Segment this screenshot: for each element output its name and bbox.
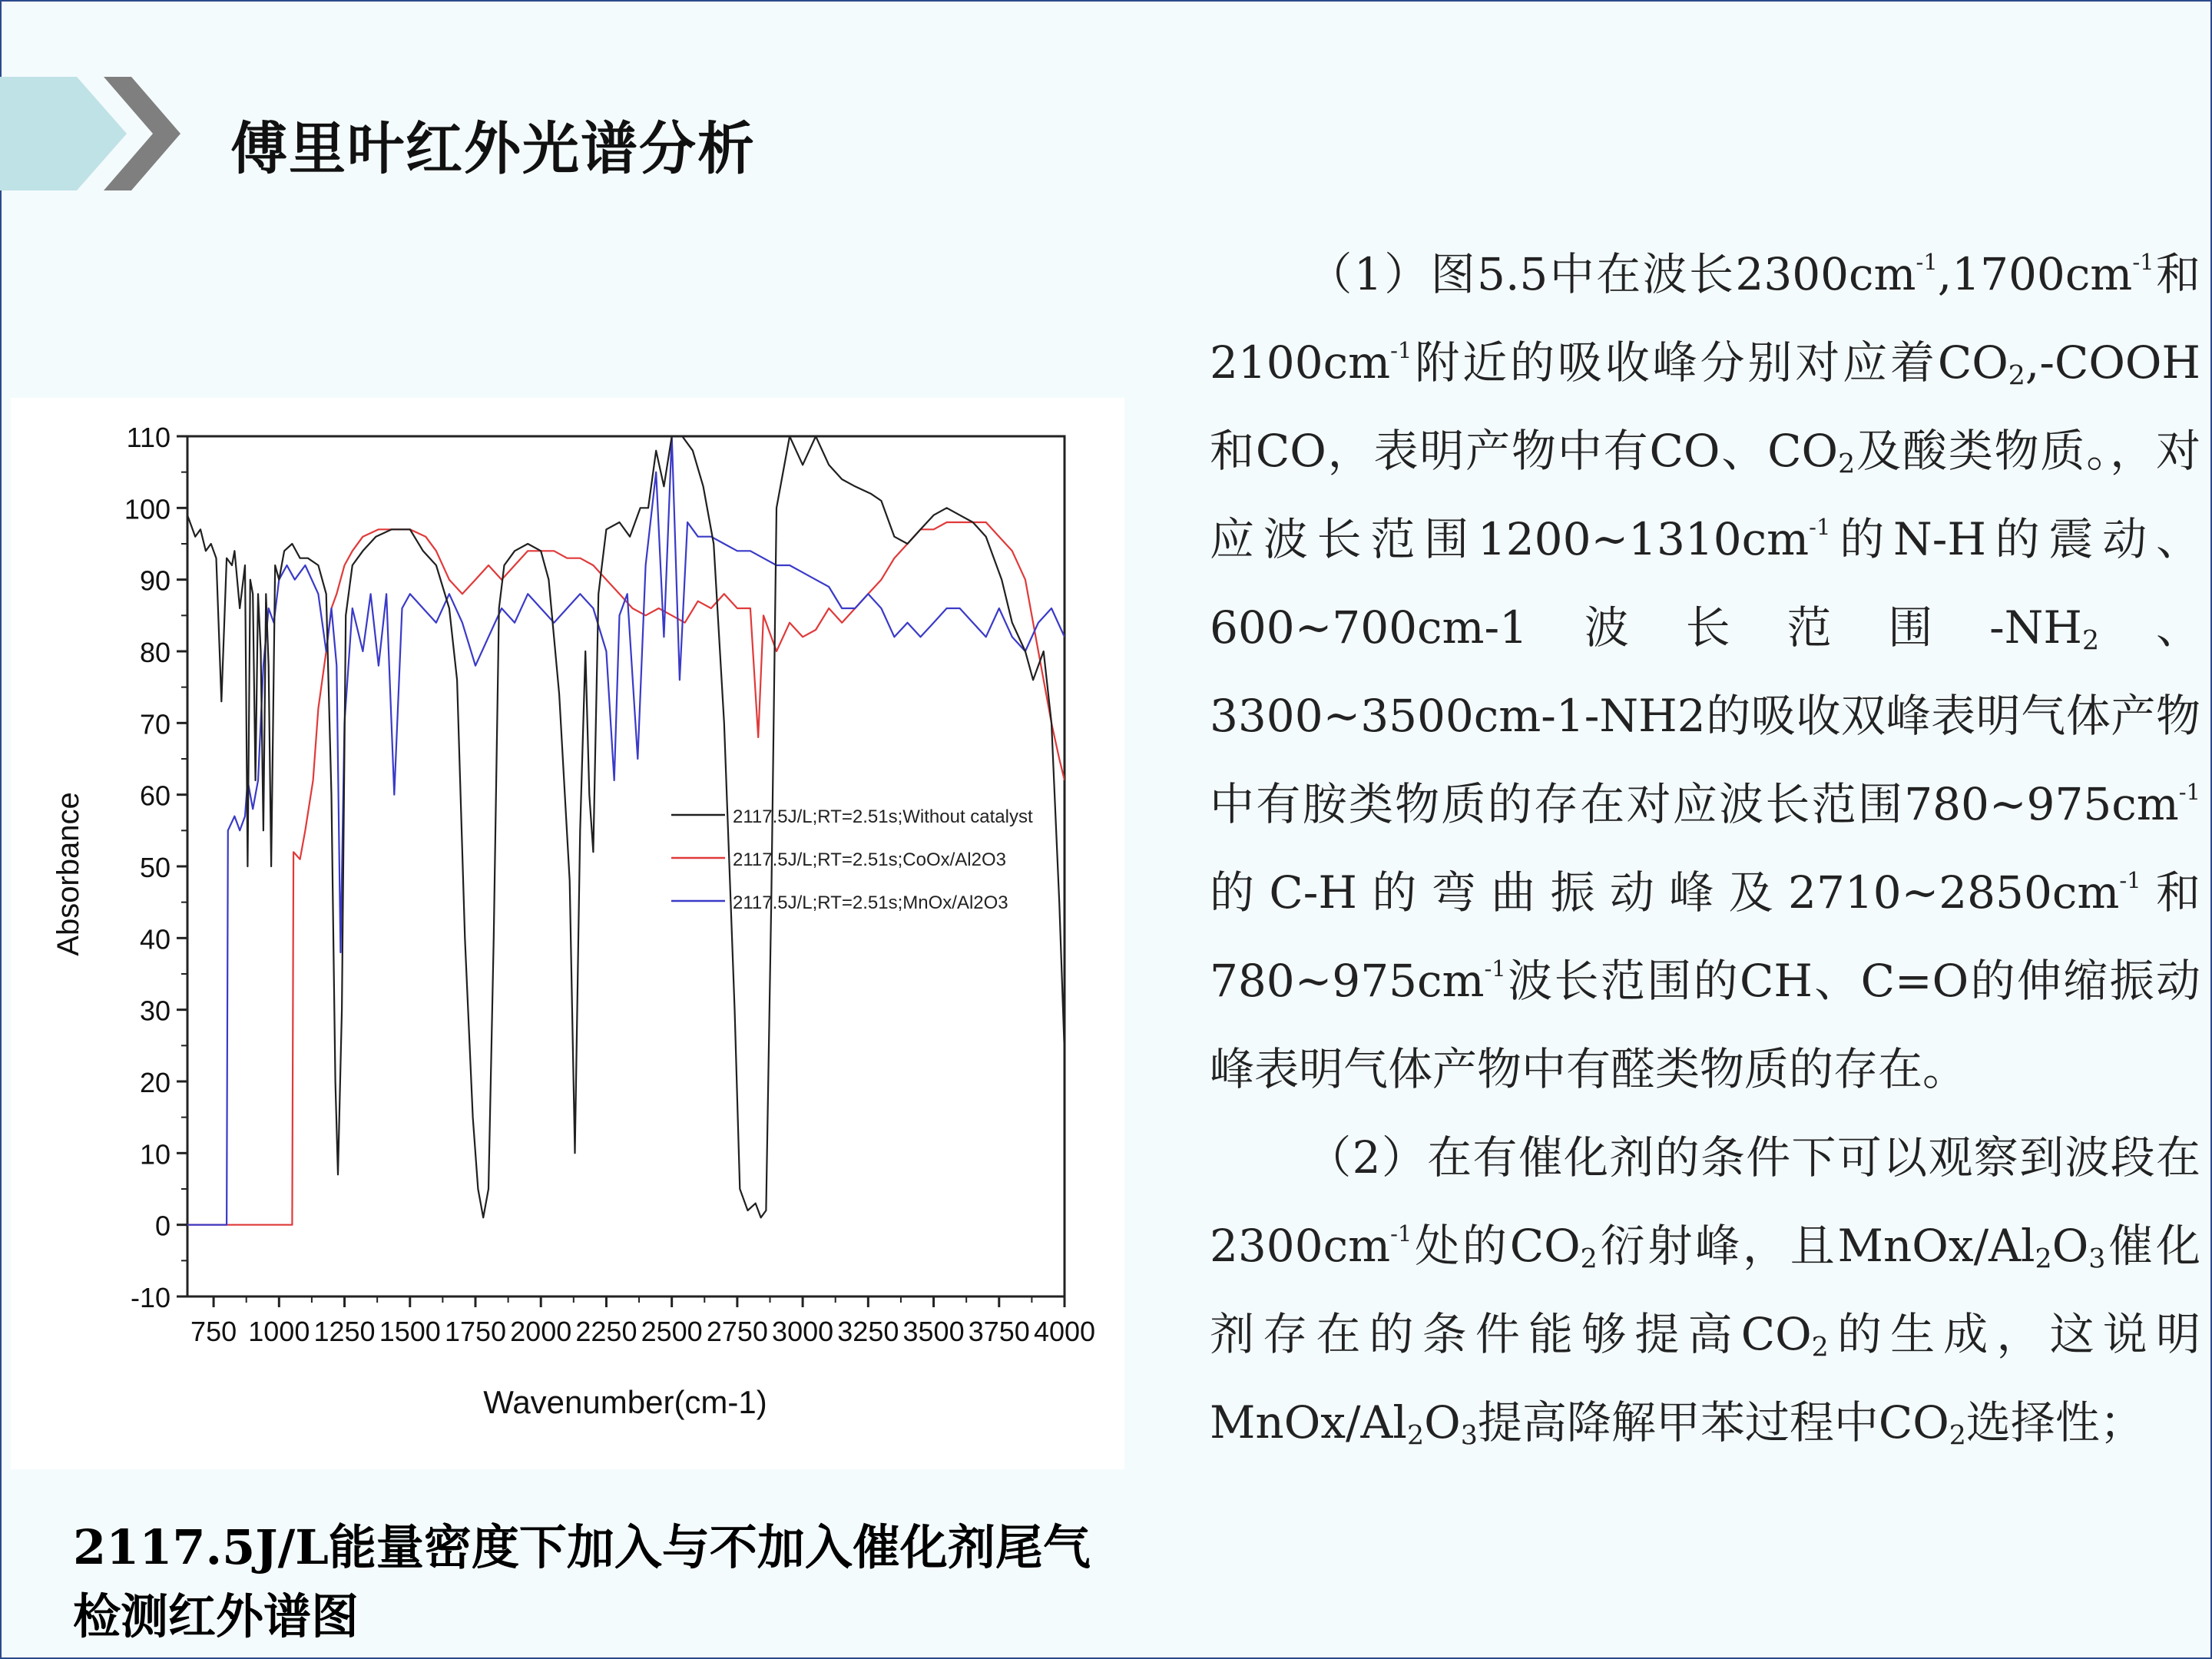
y-tick-label: -10 xyxy=(130,1282,171,1313)
y-tick-label: 50 xyxy=(139,852,171,883)
chart-svg xyxy=(11,398,1124,1469)
chart-caption: 2117.5J/L能量密度下加入与不加入催化剂尾气检测红外谱图 xyxy=(73,1519,1091,1644)
paragraph-2: （2）在有催化剂的条件下可以观察到波段在$2300cm^{-1}$处的$CO_2$衍射峰，且MnOx/$Al_2O_3$催化剂存在的条件能够提高$CO_2$的生成，这说明MnOx/$Al_2O_3$提高降解甲苯过程中$CO_2$选择性； xyxy=(1210,1131,2200,1452)
slide-title: 傅里叶红外光谱分析 xyxy=(230,116,756,182)
y-tick-label: 30 xyxy=(139,995,171,1027)
y-tick-label: 0 xyxy=(154,1210,171,1242)
x-tick-label: 2250 xyxy=(575,1316,637,1347)
chart-y-axis-label: Absorbance xyxy=(51,792,85,956)
legend-label-2: 2117.5J/L;RT=2.51s;MnOx/Al2O3 xyxy=(733,892,1008,913)
x-tick-label: 4000 xyxy=(1033,1316,1096,1347)
x-tick-label: 2500 xyxy=(641,1316,703,1347)
x-tick-label: 750 xyxy=(190,1316,237,1347)
y-tick-label: 100 xyxy=(124,493,171,525)
x-tick-label: 2000 xyxy=(510,1316,572,1347)
y-tick-label: 110 xyxy=(126,422,171,453)
y-tick-label: 90 xyxy=(139,565,171,597)
y-tick-label: 60 xyxy=(139,780,171,812)
x-tick-label: 3000 xyxy=(772,1316,834,1347)
legend-label-0: 2117.5J/L;RT=2.51s;Without catalyst xyxy=(733,806,1033,827)
legend-label-1: 2117.5J/L;RT=2.51s;CoOx/Al2O3 xyxy=(733,849,1006,870)
y-tick-label: 80 xyxy=(139,637,171,668)
y-tick-label: 10 xyxy=(139,1138,171,1171)
x-tick-label: 2750 xyxy=(706,1316,768,1347)
x-tick-label: 3500 xyxy=(902,1316,965,1347)
chart-axes xyxy=(124,422,1095,1347)
analysis-text xyxy=(1210,230,2200,1467)
ir-spectrum-chart xyxy=(11,398,1124,1469)
x-tick-label: 1250 xyxy=(313,1316,376,1347)
paragraph-1: （1）图5.5中在波长$2300cm^{-1},1700cm^{-1}$和$2100cm^{-1}$附近的吸收峰分别对应着$CO_2$,-COOH和CO，表明产物中有CO、$CO_2$及酸类物质。，对应波长范围$1200\sim 1310cm^{-1}$的N-H的震动、600~700cm-1波长范围$-NH_2$、3300~3500cm-1-NH2的吸收双峰表明气体产物中有胺类物质的存在对应波长范围$780\sim 975cm^{-1}$的C-H的弯曲振动峰及$2710\sim 2850cm^{-1}$和$780\sim 975cm^{-1}$波长范围的CH、C=O的伸缩振动峰表明气体产物中有醛类物质的存在。 xyxy=(1210,248,2200,1095)
x-tick-label: 1000 xyxy=(248,1316,310,1347)
chart-x-axis-label: Wavenumber(cm-1) xyxy=(483,1384,767,1420)
y-tick-label: 40 xyxy=(139,923,171,955)
x-tick-label: 1500 xyxy=(379,1316,441,1347)
y-tick-label: 70 xyxy=(139,708,171,740)
y-tick-label: 20 xyxy=(139,1067,171,1098)
x-tick-label: 3250 xyxy=(837,1316,899,1347)
x-tick-label: 1750 xyxy=(444,1316,507,1347)
title-accent-shape xyxy=(0,77,127,190)
x-tick-label: 3750 xyxy=(968,1316,1030,1347)
